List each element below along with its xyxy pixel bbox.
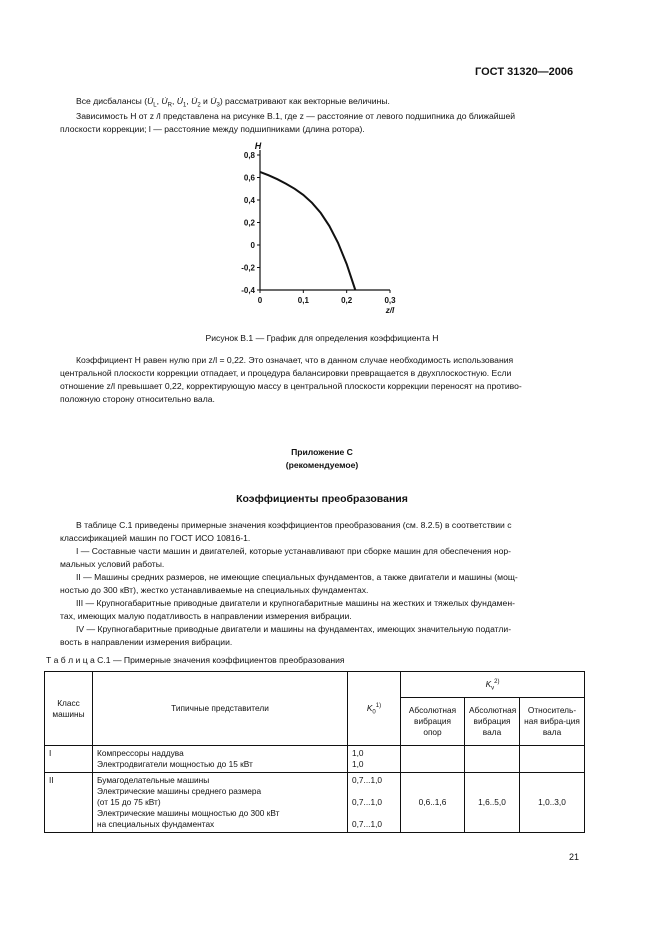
header-abs-support: Абсолютная вибрация опор: [401, 698, 465, 746]
unbalance-symbol: U̇: [161, 96, 168, 106]
text-line: Коэффициент H равен нулю при z/l = 0,22. Это означает, что в данном случае необходимость использования: [76, 355, 514, 365]
table-caption: Т а б л и ц а С.1 — Примерные значения коэффициентов преобразования: [46, 655, 345, 665]
row1-kv-relative: [520, 746, 585, 773]
row2-kv-support: 0,6..1,6: [401, 773, 465, 833]
row2-kv-relative: 1,0..3,0: [520, 773, 585, 833]
intro-line-3: плоскости коррекции; l — расстояние между подшипниками (длина ротора).: [60, 124, 365, 134]
header-k0: $K_0^{1)}$: [348, 672, 401, 746]
row1-kv-shaft: [465, 746, 520, 773]
row1-k0: 1,0 1,0: [348, 746, 401, 773]
text-line: IV — Крупногабаритные приводные двигатели и машины на фундаментах, имеющих значительную податли-: [76, 624, 512, 634]
text-line: I — Составные части машин и двигателей, которые устанавливают при сборке машин для обеспечения нор-: [76, 546, 512, 556]
separator: ,: [156, 96, 162, 106]
row2-k0: 0,7...1,0 0,7...1,0 0,7...1,0: [348, 773, 401, 833]
y-tick-label: 0,8: [243, 151, 255, 160]
y-tick-label: 0,6: [243, 173, 255, 183]
text-line: В таблице С.1 приведены примерные значения коэффициентов преобразования (см. 8.2.5) в соответствии с: [76, 520, 512, 530]
unbalance-symbol: U̇: [191, 96, 198, 106]
unbalance-symbol: U̇: [210, 96, 217, 106]
text-line: положную сторону относительно вала.: [60, 394, 215, 404]
text-line: ностью до 300 кВт), жестко устанавливаемые на специальных фундаментах.: [60, 585, 369, 595]
row2-kv-shaft: 1,6..5,0: [465, 773, 520, 833]
appendix-body: [60, 519, 584, 649]
row1-class: I: [45, 746, 93, 773]
x-tick-label: 0,2: [341, 296, 353, 305]
text-line: II — Машины средних размеров, не имеющие специальных фундаментов, а также двигатели и машины (мощ-: [76, 572, 518, 582]
text-line: III — Крупногабаритные приводные двигатели и крупногабаритные машины на жестких и тяжелых фундамен-: [76, 598, 515, 608]
row2-reps: Бумагоделательные машины Электрические машины среднего размера (от 15 до 75 кВт) Электрические машины мощностью до 300 кВт на специальных фундаментах: [93, 773, 348, 833]
appendix-title: Приложение С: [291, 447, 353, 457]
x-axis-label: z/l: [385, 306, 395, 315]
text-line: вость в направлении измерения вибрации.: [60, 637, 233, 647]
separator: и: [200, 96, 211, 106]
unbalance-subscript: 1: [182, 102, 187, 109]
intro-line-2: Зависимость H от z /l представлена на рисунке В.1, где z — расстояние от левого подшипника до ближайшей: [76, 111, 516, 121]
separator: ,: [171, 96, 177, 106]
text-line: классификацией машин по ГОСТ ИСО 10816-1.: [60, 533, 251, 543]
row1-kv-support: [401, 746, 465, 773]
figure-caption: Рисунок В.1 — График для определения коэффициента H: [205, 333, 439, 343]
unbalance-subscript: 2: [197, 102, 201, 109]
y-tick-label: 0,2: [243, 218, 255, 228]
header-rel-shaft: Относитель-ная вибра-ция вала: [520, 698, 585, 746]
text-line: тах, имеющих малую податливость в направлении измерения вибрации.: [60, 611, 352, 621]
unbalance-subscript: L: [153, 102, 157, 109]
h-curve: [260, 172, 355, 290]
y-tick-label: 0: [250, 241, 255, 250]
header-kv: $K_v^{2)}$: [401, 672, 585, 698]
standard-code: ГОСТ 31320—2006: [475, 66, 574, 78]
intro-line-1: Все дисбалансы ($U̇_L$, $U̇_R$, $U̇_1$, $U̇_2$ и $U̇_3$) рассматривают как векторные величины.: [76, 96, 390, 109]
y-tick-label: 0,4: [243, 196, 255, 205]
separator: ,: [186, 96, 192, 106]
unbalance-vectors: [147, 96, 220, 109]
y-tick-label: -0,4: [241, 286, 255, 295]
y-tick-label: -0,2: [241, 263, 255, 273]
unbalance-subscript: 3: [216, 102, 220, 109]
x-tick-label: 0,1: [297, 296, 309, 305]
appendix-subtitle: (рекомендуемое): [285, 460, 359, 470]
text-line: отношение z/l превышает 0,22, корректирующую массу в центральной плоскости коррекции переносят на противо-: [60, 381, 522, 391]
x-tick-label: 0,3: [384, 296, 396, 305]
text-line: центральной плоскости коррекции отпадает, и процедура балансировки превращается в двухплоскостную. Если: [60, 368, 512, 378]
figure-b1-chart: [225, 140, 425, 320]
row2-class: II: [45, 773, 93, 833]
appendix-heading: Коэффициенты преобразования: [236, 493, 408, 505]
header-class: Класс машины: [45, 672, 93, 746]
x-tick-label: 0: [257, 296, 263, 305]
header-abs-shaft: Абсолютная вибрация вала: [465, 698, 520, 746]
unbalance-subscript: R: [167, 102, 172, 109]
table-c1: [44, 671, 585, 833]
para-after-figure: [60, 354, 584, 406]
header-representatives: Типичные представители: [93, 672, 348, 746]
text-line: мальных условий работы.: [60, 559, 165, 569]
unbalance-symbol: U̇: [147, 96, 154, 106]
unbalance-symbol: U̇: [176, 96, 183, 106]
y-axis-label: H: [254, 141, 262, 151]
row1-reps: Компрессоры наддува Электродвигатели мощностью до 15 кВт: [93, 746, 348, 773]
page-number: 21: [569, 852, 580, 862]
